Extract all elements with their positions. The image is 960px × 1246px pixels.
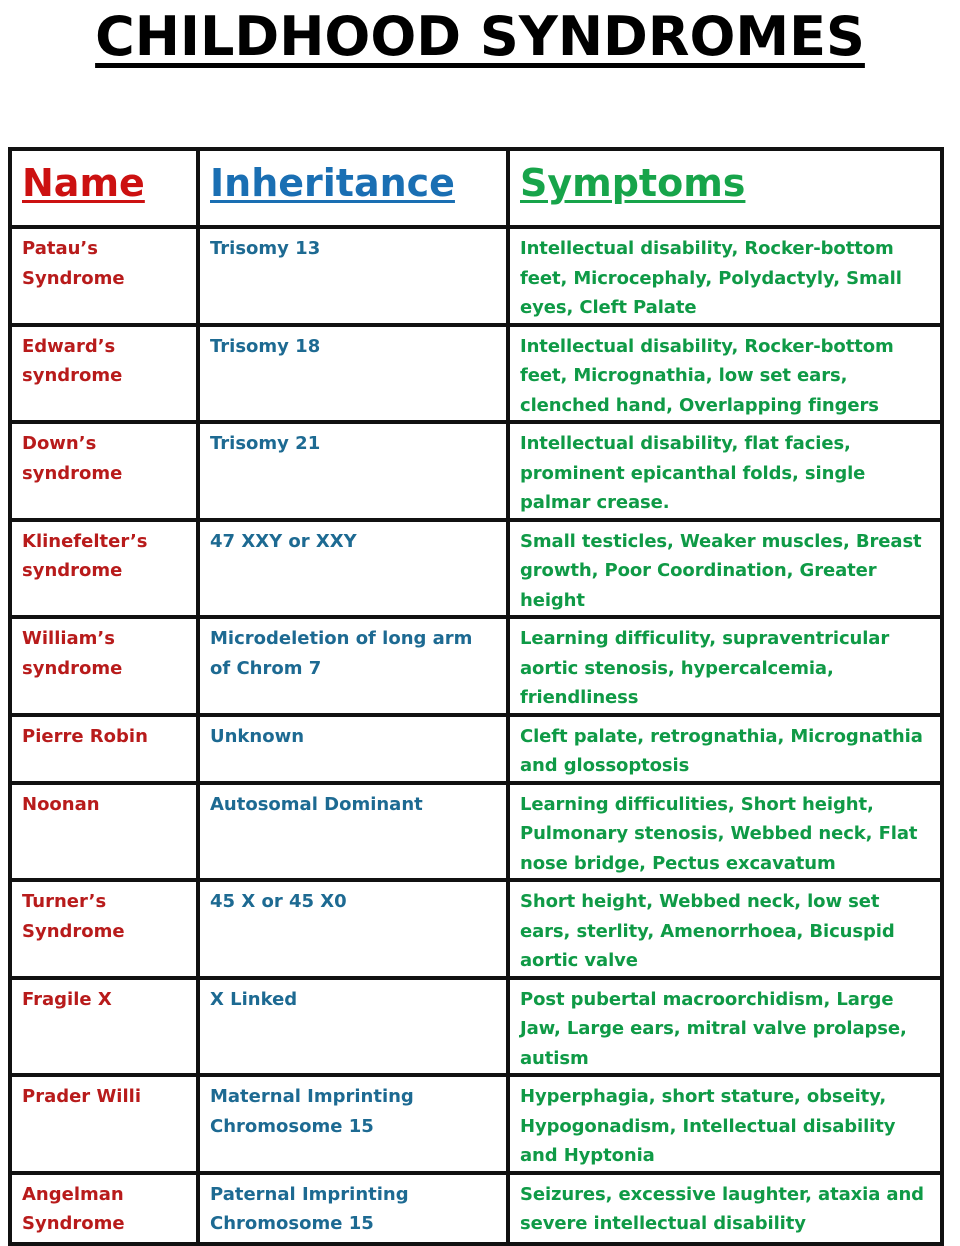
- cell-inheritance: Trisomy 13: [198, 227, 508, 325]
- cell-name: Fragile X: [10, 978, 198, 1076]
- cell-inheritance: Microdeletion of long arm of Chrom 7: [198, 617, 508, 715]
- cell-inheritance: Maternal Imprinting Chromosome 15: [198, 1075, 508, 1173]
- cell-inheritance: Autosomal Dominant: [198, 783, 508, 881]
- cell-name: Down’s syndrome: [10, 422, 198, 520]
- cell-name: Prader Willi: [10, 1075, 198, 1173]
- table-row: [10, 1075, 942, 1173]
- cell-symptoms: Cleft palate, retrognathia, Micrognathia and glossoptosis: [508, 715, 942, 783]
- cell-symptoms: Intellectual disability, Rocker-bottom feet, Micrognathia, low set ears, clenched hand, Overlapping fingers: [508, 325, 942, 423]
- table-header-row: [10, 149, 942, 227]
- table-row: [10, 520, 942, 618]
- cell-inheritance: Trisomy 21: [198, 422, 508, 520]
- cell-symptoms: Hyperphagia, short stature, obseity, Hypogonadism, Intellectual disability and Hyptonia: [508, 1075, 942, 1173]
- header-name: Name: [10, 149, 198, 227]
- cell-symptoms: Post pubertal macroorchidism, Large Jaw, Large ears, mitral valve prolapse, autism: [508, 978, 942, 1076]
- cell-inheritance: 47 XXY or XXY: [198, 520, 508, 618]
- table-row: [10, 617, 942, 715]
- cell-inheritance: 45 X or 45 X0: [198, 880, 508, 978]
- cell-inheritance: Unknown: [198, 715, 508, 783]
- page-title: [0, 4, 960, 70]
- cell-symptoms: Seizures, excessive laughter, ataxia and severe intellectual disability: [508, 1173, 942, 1244]
- cell-name: Noonan: [10, 783, 198, 881]
- cell-name: Turner’s Syndrome: [10, 880, 198, 978]
- table-row: [10, 227, 942, 325]
- cell-name: Patau’s Syndrome: [10, 227, 198, 325]
- table-row: [10, 978, 942, 1076]
- cell-name: William’s syndrome: [10, 617, 198, 715]
- cell-symptoms: Small testicles, Weaker muscles, Breast growth, Poor Coordination, Greater height: [508, 520, 942, 618]
- cell-name: Angelman Syndrome: [10, 1173, 198, 1244]
- cell-inheritance: Trisomy 18: [198, 325, 508, 423]
- table-row: [10, 715, 942, 783]
- cell-symptoms: Short height, Webbed neck, low set ears, sterlity, Amenorrhoea, Bicuspid aortic valve: [508, 880, 942, 978]
- header-symptoms: Symptoms: [508, 149, 942, 227]
- table-row: [10, 325, 942, 423]
- table-row: [10, 1173, 942, 1244]
- cell-inheritance: X Linked: [198, 978, 508, 1076]
- cell-name: Edward’s syndrome: [10, 325, 198, 423]
- cell-inheritance: Paternal Imprinting Chromosome 15: [198, 1173, 508, 1244]
- cell-symptoms: Intellectual disability, flat facies, prominent epicanthal folds, single palmar crease.: [508, 422, 942, 520]
- header-inheritance: Inheritance: [198, 149, 508, 227]
- cell-symptoms: Intellectual disability, Rocker-bottom feet, Microcephaly, Polydactyly, Small eyes, Cleft Palate: [508, 227, 942, 325]
- cell-symptoms: Learning difficulity, supraventricular aortic stenosis, hypercalcemia, friendliness: [508, 617, 942, 715]
- syndromes-table: [8, 147, 944, 1246]
- cell-name: Pierre Robin: [10, 715, 198, 783]
- cell-name: Klinefelter’s syndrome: [10, 520, 198, 618]
- table-row: [10, 880, 942, 978]
- table-row: [10, 783, 942, 881]
- cell-symptoms: Learning difficulities, Short height, Pulmonary stenosis, Webbed neck, Flat nose bridge, Pectus excavatum: [508, 783, 942, 881]
- table-row: [10, 422, 942, 520]
- page-title-text: CHILDHOOD SYNDROMES: [95, 5, 865, 68]
